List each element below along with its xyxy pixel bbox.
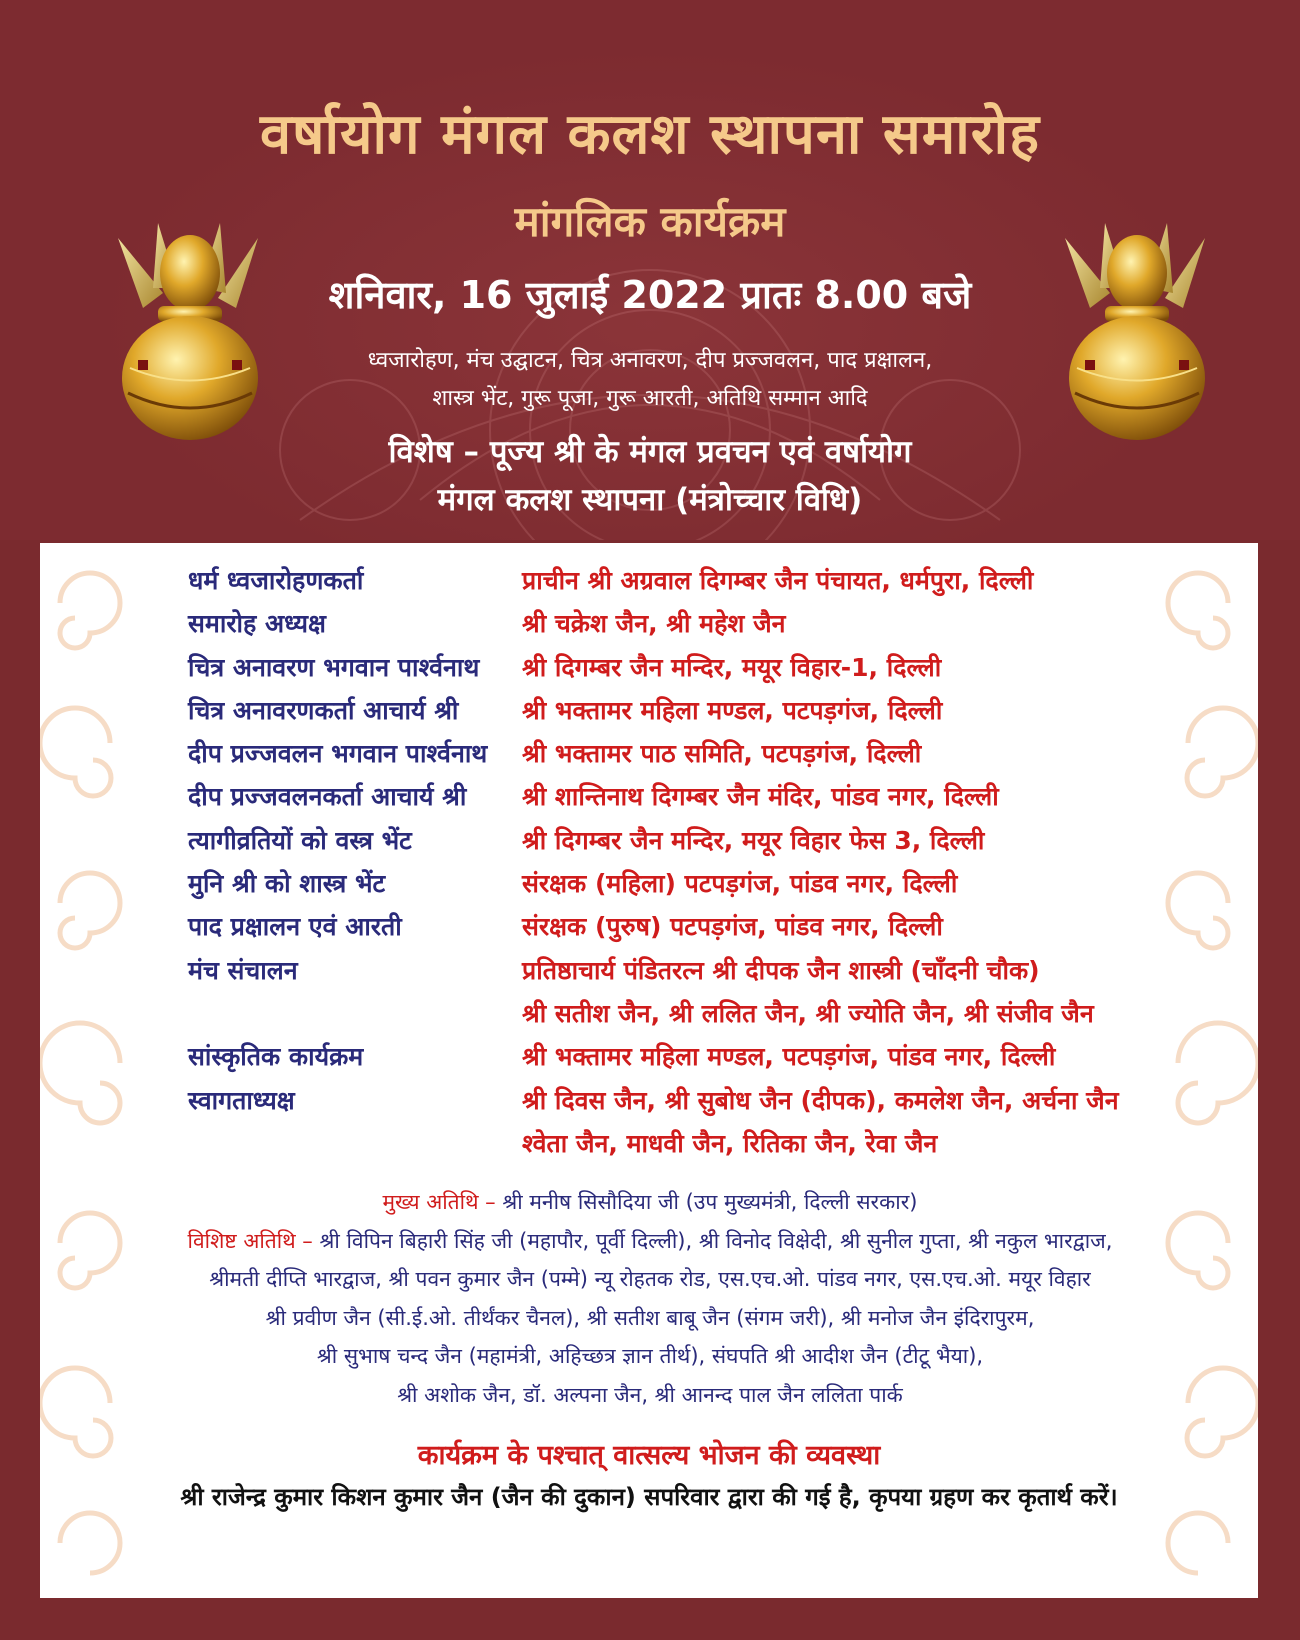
program-row — [40, 1126, 1258, 1169]
program-list — [40, 563, 1258, 1169]
special-line-2: मंगल कलश स्थापना (मंत्रोच्चार विधि) — [437, 482, 863, 518]
program-row — [40, 693, 1258, 736]
kalash-right-icon — [1055, 218, 1215, 448]
program-assignee: संरक्षक (पुरुष) पटपड़गंज, पांडव नगर, दिल्ली — [522, 912, 943, 942]
program-assignee: प्रतिष्ठाचार्य पंडितरत्न श्री दीपक जैन शास्त्री (चाँदनी चौक) — [522, 955, 1040, 985]
meal-title: कार्यक्रम के पश्चात् वात्सल्य भोजन की व्यवस्था — [417, 1440, 881, 1471]
program-role: मुनि श्री को शास्त्र भेंट — [188, 869, 386, 899]
program-row — [40, 606, 1258, 649]
program-assignee: संरक्षक (महिला) पटपड़गंज, पांडव नगर, दिल्ली — [522, 869, 958, 899]
program-assignee: श्री शान्तिनाथ दिगम्बर जैन मंदिर, पांडव नगर, दिल्ली — [522, 782, 999, 812]
header-banner — [0, 0, 1300, 540]
program-role: मंच संचालन — [188, 955, 298, 985]
program-assignee: श्री दिगम्बर जैन मन्दिर, मयूर विहार फेस 3, दिल्ली — [522, 825, 985, 855]
program-row — [40, 1039, 1258, 1082]
program-assignee: प्राचीन श्री अग्रवाल दिगम्बर जैन पंचायत, धर्मपुरा, दिल्ली — [522, 566, 1034, 595]
program-role: सांस्कृतिक कार्यक्रम — [188, 1042, 364, 1072]
program-row — [40, 779, 1258, 822]
program-role: त्यागीव्रतियों को वस्त्र भेंट — [188, 825, 412, 855]
program-row — [40, 909, 1258, 952]
special-guest-label: विशिष्ट अतिथि – — [187, 1228, 313, 1253]
program-assignee: श्री सतीश जैन, श्री ललित जैन, श्री ज्योति जैन, श्री संजीव जैन — [522, 998, 1094, 1028]
chief-guest-label: मुख्य अतिथि – — [382, 1190, 496, 1214]
program-role: चित्र अनावरण भगवान पार्श्वनाथ — [188, 652, 480, 682]
guest-line-3: श्री प्रवीण जैन (सी.ई.ओ. तीर्थंकर चैनल), श्री सतीश बाबू जैन (संगम जरी), श्री मनोज जैन इंदिरापुरम, — [265, 1305, 1035, 1330]
guests-section — [80, 1183, 1220, 1414]
chief-guest-line — [80, 1183, 1220, 1222]
special-guest-line — [80, 1222, 1220, 1261]
program-role: समारोह अध्यक्ष — [188, 609, 326, 639]
program-row — [40, 736, 1258, 779]
events-list — [260, 342, 1040, 418]
program-row — [40, 650, 1258, 693]
program-assignee: श्री भक्तामर पाठ समिति, पटपड़गंज, दिल्ली — [522, 739, 922, 769]
page-subtitle: मांगलिक कार्यक्रम — [514, 197, 786, 246]
guest-line-4: श्री सुभाष चन्द जैन (महामंत्री, अहिच्छत्र ज्ञान तीर्थ), संघपति श्री आदीश जैन (टीटू भैया), — [316, 1344, 984, 1368]
program-row — [40, 563, 1258, 606]
events-line-1: ध्वजारोहण, मंच उद्घाटन, चित्र अनावरण, दीप प्रज्जवलन, पाद प्रक्षालन, — [367, 348, 933, 373]
guest-line-2: श्रीमती दीप्ति भारद्वाज, श्री पवन कुमार जैन (पम्मे) न्यू रोहतक रोड, एस.एच.ओ. पांडव नगर, एस.एच.ओ. मयूर विहार — [209, 1267, 1091, 1291]
program-role: पाद प्रक्षालन एवं आरती — [188, 912, 402, 942]
program-assignee: श्री भक्तामर महिला मण्डल, पटपड़गंज, पांडव नगर, दिल्ली — [522, 1042, 1056, 1072]
event-date: शनिवार, 16 जुलाई 2022 प्रातः 8.00 बजे — [328, 273, 972, 317]
kalash-left-icon — [108, 218, 268, 448]
program-assignee: श्वेता जैन, माधवी जैन, रितिका जैन, रेवा जैन — [522, 1128, 938, 1158]
guest-line-5: श्री अशोक जैन, डॉ. अल्पना जैन, श्री आनन्द पाल जैन ललिता पार्क — [397, 1382, 903, 1407]
meal-text: श्री राजेन्द्र कुमार किशन कुमार जैन (जैन की दुकान) सपरिवार द्वारा की गई है, कृपया ग्रहण कर कृतार्थ करें। — [180, 1483, 1118, 1511]
page-title: वर्षायोग मंगल कलश स्थापना समारोह — [260, 102, 1040, 167]
program-panel — [40, 543, 1258, 1598]
program-row — [40, 996, 1258, 1039]
program-assignee: श्री भक्तामर महिला मण्डल, पटपड़गंज, दिल्ली — [522, 695, 943, 725]
program-assignee: श्री दिवस जैन, श्री सुबोध जैन (दीपक), कमलेश जैन, अर्चना जैन — [522, 1085, 1119, 1115]
program-row — [40, 866, 1258, 909]
special-guest-text: श्री विपिन बिहारी सिंह जी (महापौर, पूर्वी दिल्ली), श्री विनोद विक्षेदी, श्री सुनील गुप्ता, श्री नकुल भारद्वाज, — [319, 1228, 1113, 1253]
program-role: चित्र अनावरणकर्ता आचार्य श्री — [188, 695, 459, 725]
program-role: धर्म ध्वजारोहणकर्ता — [188, 566, 364, 595]
program-role: दीप प्रज्जवलनकर्ता आचार्य श्री — [188, 782, 467, 812]
special-note — [200, 428, 1100, 524]
chief-guest-text: श्री मनीष सिसौदिया जी (उप मुख्यमंत्री, दिल्ली सरकार) — [502, 1190, 918, 1214]
program-role: स्वागताध्यक्ष — [188, 1085, 295, 1115]
program-row — [40, 953, 1258, 996]
program-role: दीप प्रज्जवलन भगवान पार्श्वनाथ — [188, 739, 488, 769]
program-row — [40, 823, 1258, 866]
program-assignee: श्री चक्रेश जैन, श्री महेश जैन — [522, 609, 786, 639]
events-line-2: शास्त्र भेंट, गुरू पूजा, गुरू आरती, अतिथि सम्मान आदि — [432, 386, 868, 411]
special-line-1: विशेष – पूज्य श्री के मंगल प्रवचन एवं वर्षायोग — [388, 434, 912, 470]
program-assignee: श्री दिगम्बर जैन मन्दिर, मयूर विहार-1, दिल्ली — [522, 652, 942, 682]
program-row — [40, 1083, 1258, 1126]
